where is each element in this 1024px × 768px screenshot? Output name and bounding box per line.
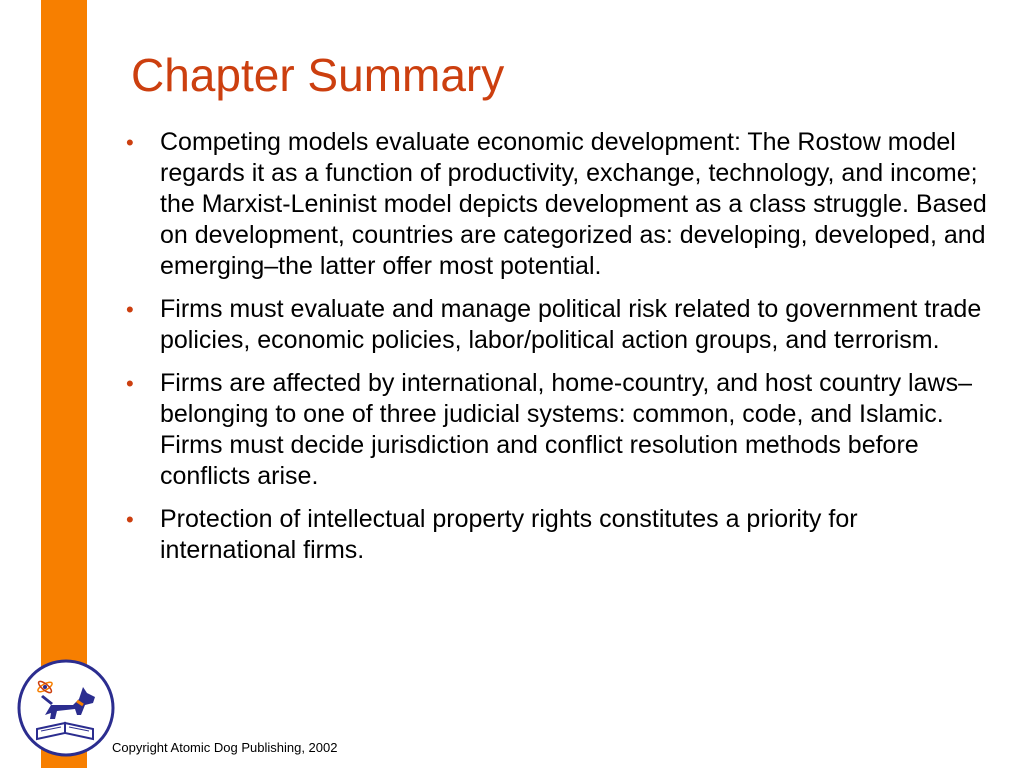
bullet-marker: • [126,371,134,396]
bullet-item [122,504,992,566]
bullet-item [122,368,992,492]
bullet-text: Competing models evaluate economic development: The Rostow model regards it as a function of productivity, exchange, technology, and income; the Marxist-Leninist model depicts development as a class struggle. Based on development, countries are categorized as: developing, developed, and emerging–the latter offer most potential. [160,128,987,280]
bullet-item [122,294,992,356]
bullet-text: Protection of intellectual property rights constitutes a priority for international firms. [160,505,858,564]
bullet-marker: • [126,130,134,155]
bullet-marker: • [126,507,134,532]
accent-bar [41,0,87,768]
copyright-text: Copyright Atomic Dog Publishing, 2002 [112,740,338,755]
bullet-item [122,127,992,282]
bullet-text: Firms must evaluate and manage political risk related to government trade policies, economic policies, labor/political action groups, and terrorism. [160,295,982,354]
bullet-text: Firms are affected by international, home-country, and host country laws–belonging to one of three judicial systems: common, code, and Islamic. Firms must decide jurisdiction and conflict resolution methods before conflicts arise. [160,369,972,490]
slide-title: Chapter Summary [131,49,505,101]
bullet-marker: • [126,297,134,322]
atomic-dog-logo-icon [17,659,115,757]
bullet-list [122,127,992,578]
